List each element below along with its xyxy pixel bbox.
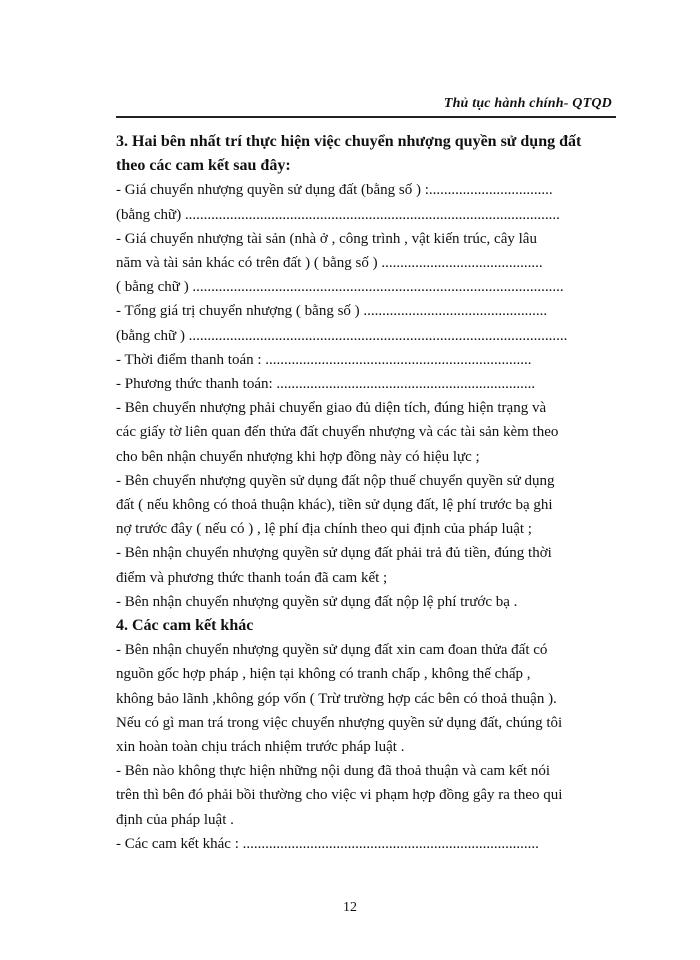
text-line: định của pháp luật . [116, 811, 234, 828]
text-line: - Giá chuyển nhượng tài sản (nhà ở , công trình , vật kiến trúc, cây lâu [116, 230, 537, 247]
text-line: điểm và phương thức thanh toán đã cam kết ; [116, 569, 388, 586]
section-heading-line: 4. Các cam kết khác [116, 617, 254, 635]
text-line: (bằng chữ) .................................................................................................... [116, 206, 560, 223]
section-heading-line: theo các cam kết sau đây: [116, 157, 291, 175]
header-divider [116, 116, 616, 118]
text-line: - Các cam kết khác : ............................................................................... [116, 835, 539, 852]
text-line: Nếu có gì man trá trong việc chuyển nhượng quyền sử dụng đất, chúng tôi [116, 714, 563, 731]
text-line: năm và tài sản khác có trên đất ) ( bằng số ) ........................................... [116, 255, 543, 272]
text-line: - Bên chuyển nhượng quyền sử dụng đất nộp thuế chuyển quyền sử dụng [116, 472, 555, 489]
text-line: nợ trước đây ( nếu có ) , lệ phí địa chính theo qui định của pháp luật ; [116, 521, 532, 538]
text-line: (bằng chữ ) ..................................................................................................... [116, 327, 568, 344]
document-header: Thủ tục hành chính- QTQD [443, 96, 612, 111]
text-line: các giấy tờ liên quan đến thửa đất chuyển nhượng và các tài sản kèm theo [116, 424, 559, 441]
text-line: - Tổng giá trị chuyển nhượng ( bằng số ) ................................................. [116, 303, 548, 320]
section-heading-line: 3. Hai bên nhất trí thực hiện việc chuyển nhượng quyền sử dụng đất [116, 133, 582, 150]
page-number: 12 [343, 900, 357, 915]
document-body [116, 130, 596, 856]
text-line: - Giá chuyển nhượng quyền sử dụng đất (bằng số ) :................................. [116, 182, 553, 199]
text-line: - Bên nhận chuyển nhượng quyền sử dụng đất phải trả đủ tiền, đúng thời [116, 545, 552, 562]
text-line: - Bên nhận chuyển nhượng quyền sử dụng đất xin cam đoan thửa đất có [116, 642, 548, 659]
text-line: trên thì bên đó phải bồi thường cho việc vi phạm hợp đồng gây ra theo qui [116, 787, 563, 804]
text-line: đất ( nếu không có thoả thuận khác), tiền sử dụng đất, lệ phí trước bạ ghi [116, 497, 553, 514]
text-line: nguồn gốc hợp pháp , hiện tại không có tranh chấp , không thế chấp , [116, 666, 531, 683]
text-line: không bảo lãnh ,không góp vốn ( Trừ trường hợp các bên có thoả thuận ). [116, 690, 557, 707]
text-line: - Thời điểm thanh toán : ....................................................................... [116, 351, 532, 368]
text-line: ( bằng chữ ) ................................................................................................... [116, 279, 564, 296]
text-line: xin hoàn toàn chịu trách nhiệm trước pháp luật . [116, 739, 405, 756]
text-line: - Bên nào không thực hiện những nội dung đã thoả thuận và cam kết nói [116, 763, 551, 780]
text-line: - Bên chuyển nhượng phải chuyển giao đủ diện tích, đúng hiện trạng và [116, 400, 547, 417]
text-line: - Bên nhận chuyển nhượng quyền sử dụng đất nộp lệ phí trước bạ . [116, 593, 518, 610]
text-line: cho bên nhận chuyển nhượng khi hợp đồng này có hiệu lực ; [116, 448, 480, 465]
text-line: - Phương thức thanh toán: ..................................................................... [116, 376, 536, 393]
